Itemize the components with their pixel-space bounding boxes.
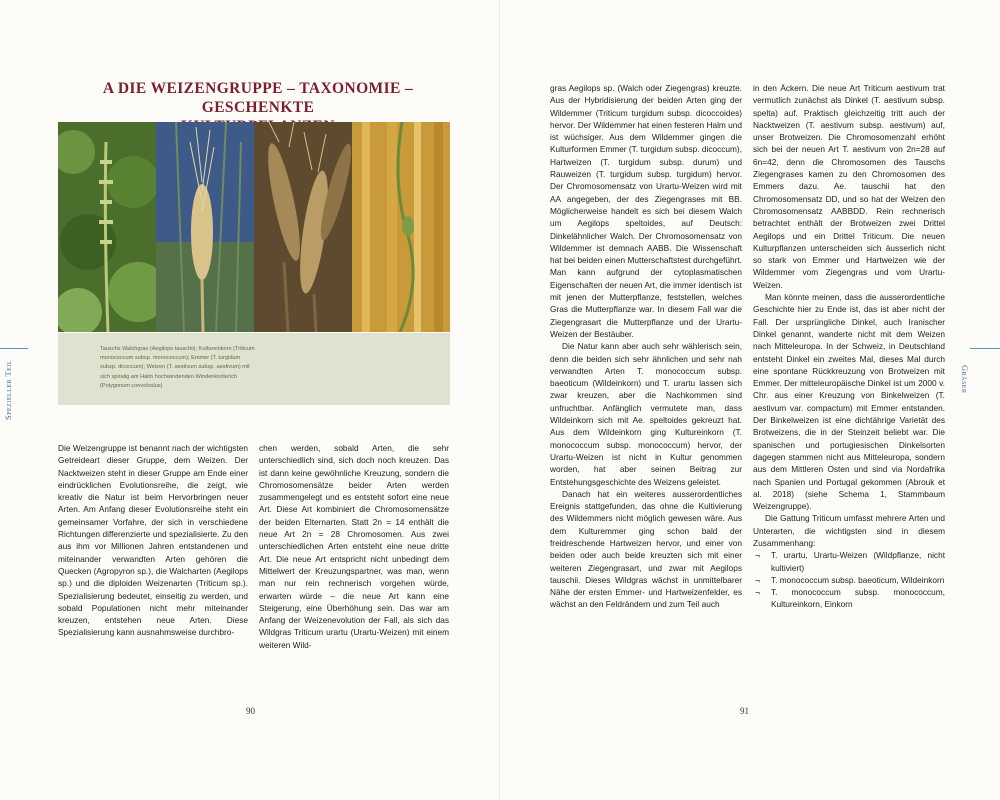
caption-line: Tauschs Walchgras (Aegilops tauschii); Kultureinkorn (Triticum	[100, 346, 255, 352]
text-column-4	[753, 82, 945, 611]
text-column-2	[259, 442, 449, 651]
list-item-text: T. monococcum subsp. baeoticum, Wildeinkorn	[771, 574, 945, 585]
page-number: 90	[246, 706, 255, 716]
list-item	[753, 586, 945, 611]
side-tab-rule	[0, 348, 28, 349]
side-tab-label: Spezieller Teil	[3, 359, 14, 421]
heading-line-1: A DIE WEIZENGRUPPE – TAXONOMIE – GESCHENKTE	[102, 80, 414, 116]
list-marker: ¬	[755, 550, 760, 561]
side-tab-rule	[970, 348, 1000, 349]
aegilops-tauschii-photo	[58, 122, 156, 332]
emmer-photo	[254, 122, 352, 332]
photo-strip	[58, 122, 450, 332]
side-tab-label: Gräser	[960, 365, 970, 394]
paragraph: Danach hat ein weiteres ausserordentliches Ereignis stattgefunden, das ohne die Kultivierung des Wildemmers nicht möglich gewesen wäre. Aus dem Kulturemmer ging schon bald der freidreschende Hartweizen hervor, und einer von beiden oder auch beide kreuzten sich mit einer weiteren Ziegengrasart, und zwar mit Aegilops tauschii. Dieses Wildgras wächst in unmittelbarer Nähe der ersten Emmer- und Hartweizenfelder, es wächst an den Feldrändern und zum Teil auch	[550, 488, 742, 610]
caption-line: subsp. dicoccum); Weizen (T. aestivum subsp. aestivum) mit	[100, 364, 250, 371]
list-marker: ¬	[755, 574, 760, 585]
list-marker: ¬	[755, 587, 760, 598]
page-number: 91	[740, 706, 749, 716]
paragraph: Die Natur kann aber auch sehr wählerisch sein, denn die beiden sich sehr ähnlichen und sehr nah verwandten Arten T. monococcum subsp. baeoticum (Wildeinkorn) und T. urartu lassen sich zwar kreuzen, aber die Nachkommen sind unfruchtbar. Anfänglich vermutete man, dass Wildeinkorn sich mit Ae. speltoides gekreuzt hat. Aus dem Wildeinkorn ging Kultureinkorn (T. monococcum subsp. monococcum) hervor, der Urartu-Weizen ist nicht in Kultur genommen worden, hat aber seinen Beitrag zur Entstehungsgeschichte des Weizens geleistet.	[550, 341, 742, 487]
text-column-1	[58, 442, 248, 639]
einkorn-photo	[156, 122, 254, 332]
list-item-text: T. monococcum subsp. monococcum, Kultureinkorn, Einkorn	[771, 587, 945, 610]
paragraph: Man könnte meinen, dass die ausserordentliche Geschichte hier zu Ende ist, das ist aber nicht der Fall. Der ursprüngliche Dinkel, auch Iranischer Dinkel genannt, wanderte nicht mit dem Weizen nach Mitteleuropa. In der Schweiz, in Deutschland entsteht Dinkel ein zweites Mal, dieses Mal durch eine spontane Rückkreuzung von Brotweizen mit Emmer. Der mitteleuropäische Dinkel ist um 2000 v. Chr. aus einer Kreuzung von Binkelweizen (T. aestivum var. compactum) mit Emmer entstanden. Der Binkelweizen ist eine dichtährige Varietät des Brotweizens, die in der Steinzeit beliebt war. Die spanischen und portugiesischen Dinkelsorten dagegen stammen nicht aus Mitteleuropa, sondern aus dem Mittleren Osten und sind via Nordafrika nach Spanien und Portugal gekommen (Abrouk et al. 2018) (siehe Schema 1, Stammbaum Weizengruppe).	[753, 292, 945, 512]
list-item-text: T. urartu, Urartu-Weizen (Wildpflanze, nicht kultiviert)	[771, 550, 945, 573]
wheat-photo	[352, 122, 450, 332]
text-column-3	[550, 82, 742, 611]
list-item	[753, 549, 945, 574]
paragraph: in den Äckern. Die neue Art Triticum aestivum trat vermutlich zunächst als Dinkel (T. aestivum subsp. spelta) auf. Praktisch gleichzeitig tritt auch der Nacktweizen (T. aestivum subsp. aestivum) auf, unser Brotweizen. Die Chromosomenzahl erhöht sich bei der neuen Art T. aestivum von 2n=28 auf 6n=42, denn die Chromosomen des Tauschs Ziegengrases kamen zu den Chromosomen des Emmers dazu. Ae. tauschii hat den Chromosomensatz DD, und so hat der Weizen den Chromosomensatz AABBDD. Rein rechnerisch betrachtet enthält der Brotweizen zwei Drittel Aegilops und ein Drittel Triticum. Die neuen Kulturpflanzen unterscheiden sich äusserlich nicht so stark von Emmer und Hartweizen wie der Wildemmer vom Ziegengras und vom Urartu-Weizen.	[753, 83, 945, 290]
caption-line: (Polygonum convolvulus)	[100, 382, 163, 389]
paragraph: chen werden, sobald Arten, die sehr unterschiedlich sind, sich doch noch kreuzen. Das ist dann keine gewöhnliche Kreuzung, sondern die Chromosomensätze beider Arten werden zusammengelegt und es entsteht sofort eine neue Art. Diese Art kombiniert die Chromosomensätze der beiden Elternarten. Statt 2n = 14 enthält die neue Art 2n = 28 Chromosomen. Aus zwei unterschiedlichen Arten entsteht eine neue dritte Art. Die neue Art entspricht nicht unbedingt dem Mittelwert der Kreuzungspartner, was man, wenn man nur rein rechnerisch vorgehen würde, erwarten würde – die neue Art kann eine Steigerung, eine Überhöhung sein. Das war am Anfang der Weizenevolution der Fall, als sich das Wildgras Triticum urartu (Urartu-Weizen) mit einem weiteren Wild-	[259, 443, 449, 650]
list-item	[753, 574, 945, 586]
paragraph: Die Gattung Triticum umfasst mehrere Arten und Unterarten, die wichtigsten sind in diesem Zusammenhang:	[753, 513, 945, 548]
photo-caption	[100, 345, 320, 391]
paragraph: Die Weizengruppe ist benannt nach der wichtigsten Getreideart dieser Gruppe, dem Weizen. Der Nacktweizen steht in dieser Gruppe am Ende einer eindrücklichen Evolutionsreihe, die zeigt, wie kreativ die Natur ist beim Hervorbringen neuer Arten. Am Anfang dieser Evolutionsreihe steht ein gemeinsamer Vorfahre, der sich in verschiedene Richtungen differenzierte und spezialisierte. Zu den aus ihm vor Millionen Jahren entstandenen und miteinander verwandten Arten gehören die Quecken (Agropyron sp.), die Walcharten (Aegilops sp.) und die diploiden Weizenarten (Triticum sp.). Spezialisierung bedeutet, einseitig zu werden, und sobald Populationen nicht mehr miteinander kreuzen, entstehen neue Arten. Diese Spezialisierung kann ausnahmsweise durchbro-	[58, 443, 248, 638]
species-list	[753, 549, 945, 610]
caption-line: sich spiralig am Halm hochwindenden Windenknöterich	[100, 373, 238, 380]
paragraph: gras Aegilops sp. (Walch oder Ziegengras) kreuzte. Aus der Hybridisierung der beiden Arten ging der Wildemmer (Triticum turgidum subsp. dicoccoides) hervor. Der Wildemmer hat einen festeren Halm und ist wüchsiger. Aus dem Wildemmer gingen die Kulturformen Emmer (T. turgidum subsp. dicoccum), Hartweizen (T. turgidum subsp. durum) und Rauweizen (T. turgidum subsp. turgidum) hervor. Der Chromosomensatz von Urartu-Weizen wird mit AA angegeben, der des Ziegengrases mit BB. Möglicherweise handelt es sich bei diesem Walch um Aegilops speltoides, auf Deutsch: Dinkelähnlicher Walch. Der Chromosomensatz von Wildemmer ist demnach AABB. Die Wissenschaft hat bei beiden einen Mutterschaftstest durchgeführt. Man kann aufgrund der cytoplasmatischen Eigenschaften der neuen Art, die immer identisch ist mit jenen der Mutterpflanze, feststellen, welches Gras die Mutterpflanze war. In diesem Fall war die Ziegengrasart die Mutterpflanze und der Urartu-Weizen der Bestäuber.	[550, 83, 742, 339]
caption-line: monococcum subsp. monococcum); Emmer (T. turgidum	[100, 355, 241, 362]
right-page	[500, 0, 1000, 800]
